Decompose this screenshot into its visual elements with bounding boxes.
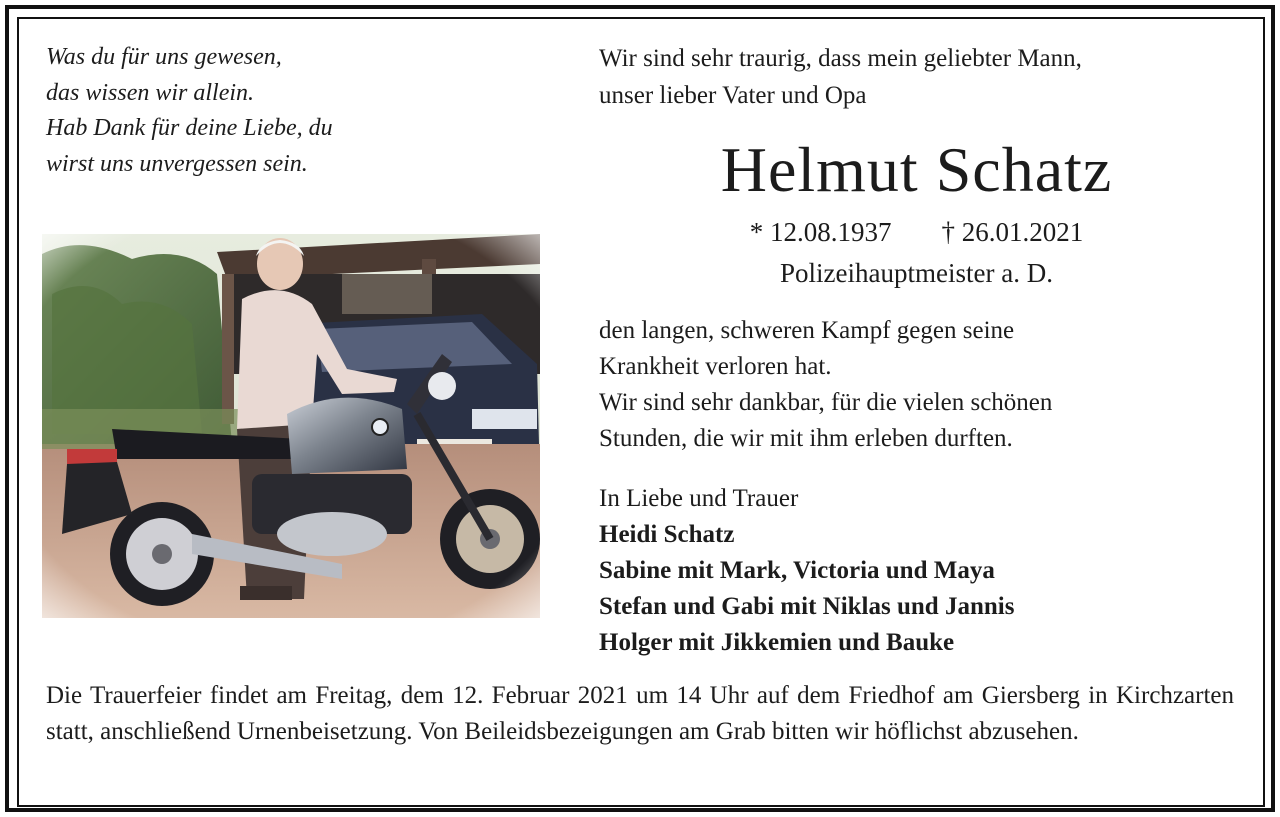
intro-line: Wir sind sehr traurig, dass mein geliebter Mann, — [599, 45, 1082, 72]
poem-line: Hab Dank für deine Liebe, du — [46, 115, 333, 141]
body-line: Wir sind sehr dankbar, für die vielen schönen — [599, 389, 1053, 416]
rank-title: Polizeihauptmeister a. D. — [780, 258, 1053, 288]
body-line: Stunden, die wir mit ihm erleben durften. — [599, 425, 1013, 452]
body-line: Krankheit verloren hat. — [599, 353, 832, 380]
death-date: † 26.01.2021 — [941, 217, 1084, 247]
signer-name: Sabine mit Mark, Victoria und Maya — [599, 557, 995, 584]
signer-name: Stefan und Gabi mit Niklas und Jannis — [599, 593, 1015, 620]
body-line: den langen, schweren Kampf gegen seine — [599, 317, 1015, 344]
family-signers — [599, 481, 1239, 661]
funeral-notice: Die Trauerfeier findet am Freitag, dem 12. Februar 2021 um 14 Uhr auf dem Friedhof am Giersberg in Kirchzarten statt, anschließend Urnenbeisetzung. Von Beileidsbezeigungen am Grab bitten wir höflichst abzusehen. — [46, 682, 1234, 745]
portrait-photo — [42, 234, 540, 618]
deceased-name: Helmut Schatz — [720, 134, 1113, 205]
life-dates — [599, 214, 1234, 251]
poem-line: das wissen wir allein. — [46, 79, 255, 106]
signer-name: Holger mit Jikkemien und Bauke — [599, 629, 955, 656]
memorial-poem — [46, 40, 566, 182]
birth-date: * 12.08.1937 — [749, 217, 892, 247]
signers-heading: In Liebe und Trauer — [599, 485, 799, 512]
signer-name: Heidi Schatz — [599, 521, 735, 548]
poem-line: Was du für uns gewesen, — [46, 44, 282, 70]
intro-text — [599, 40, 1239, 114]
body-text — [599, 313, 1239, 457]
intro-line: unser lieber Vater und Opa — [599, 82, 867, 109]
poem-line: wirst uns unvergessen sein. — [46, 150, 308, 177]
